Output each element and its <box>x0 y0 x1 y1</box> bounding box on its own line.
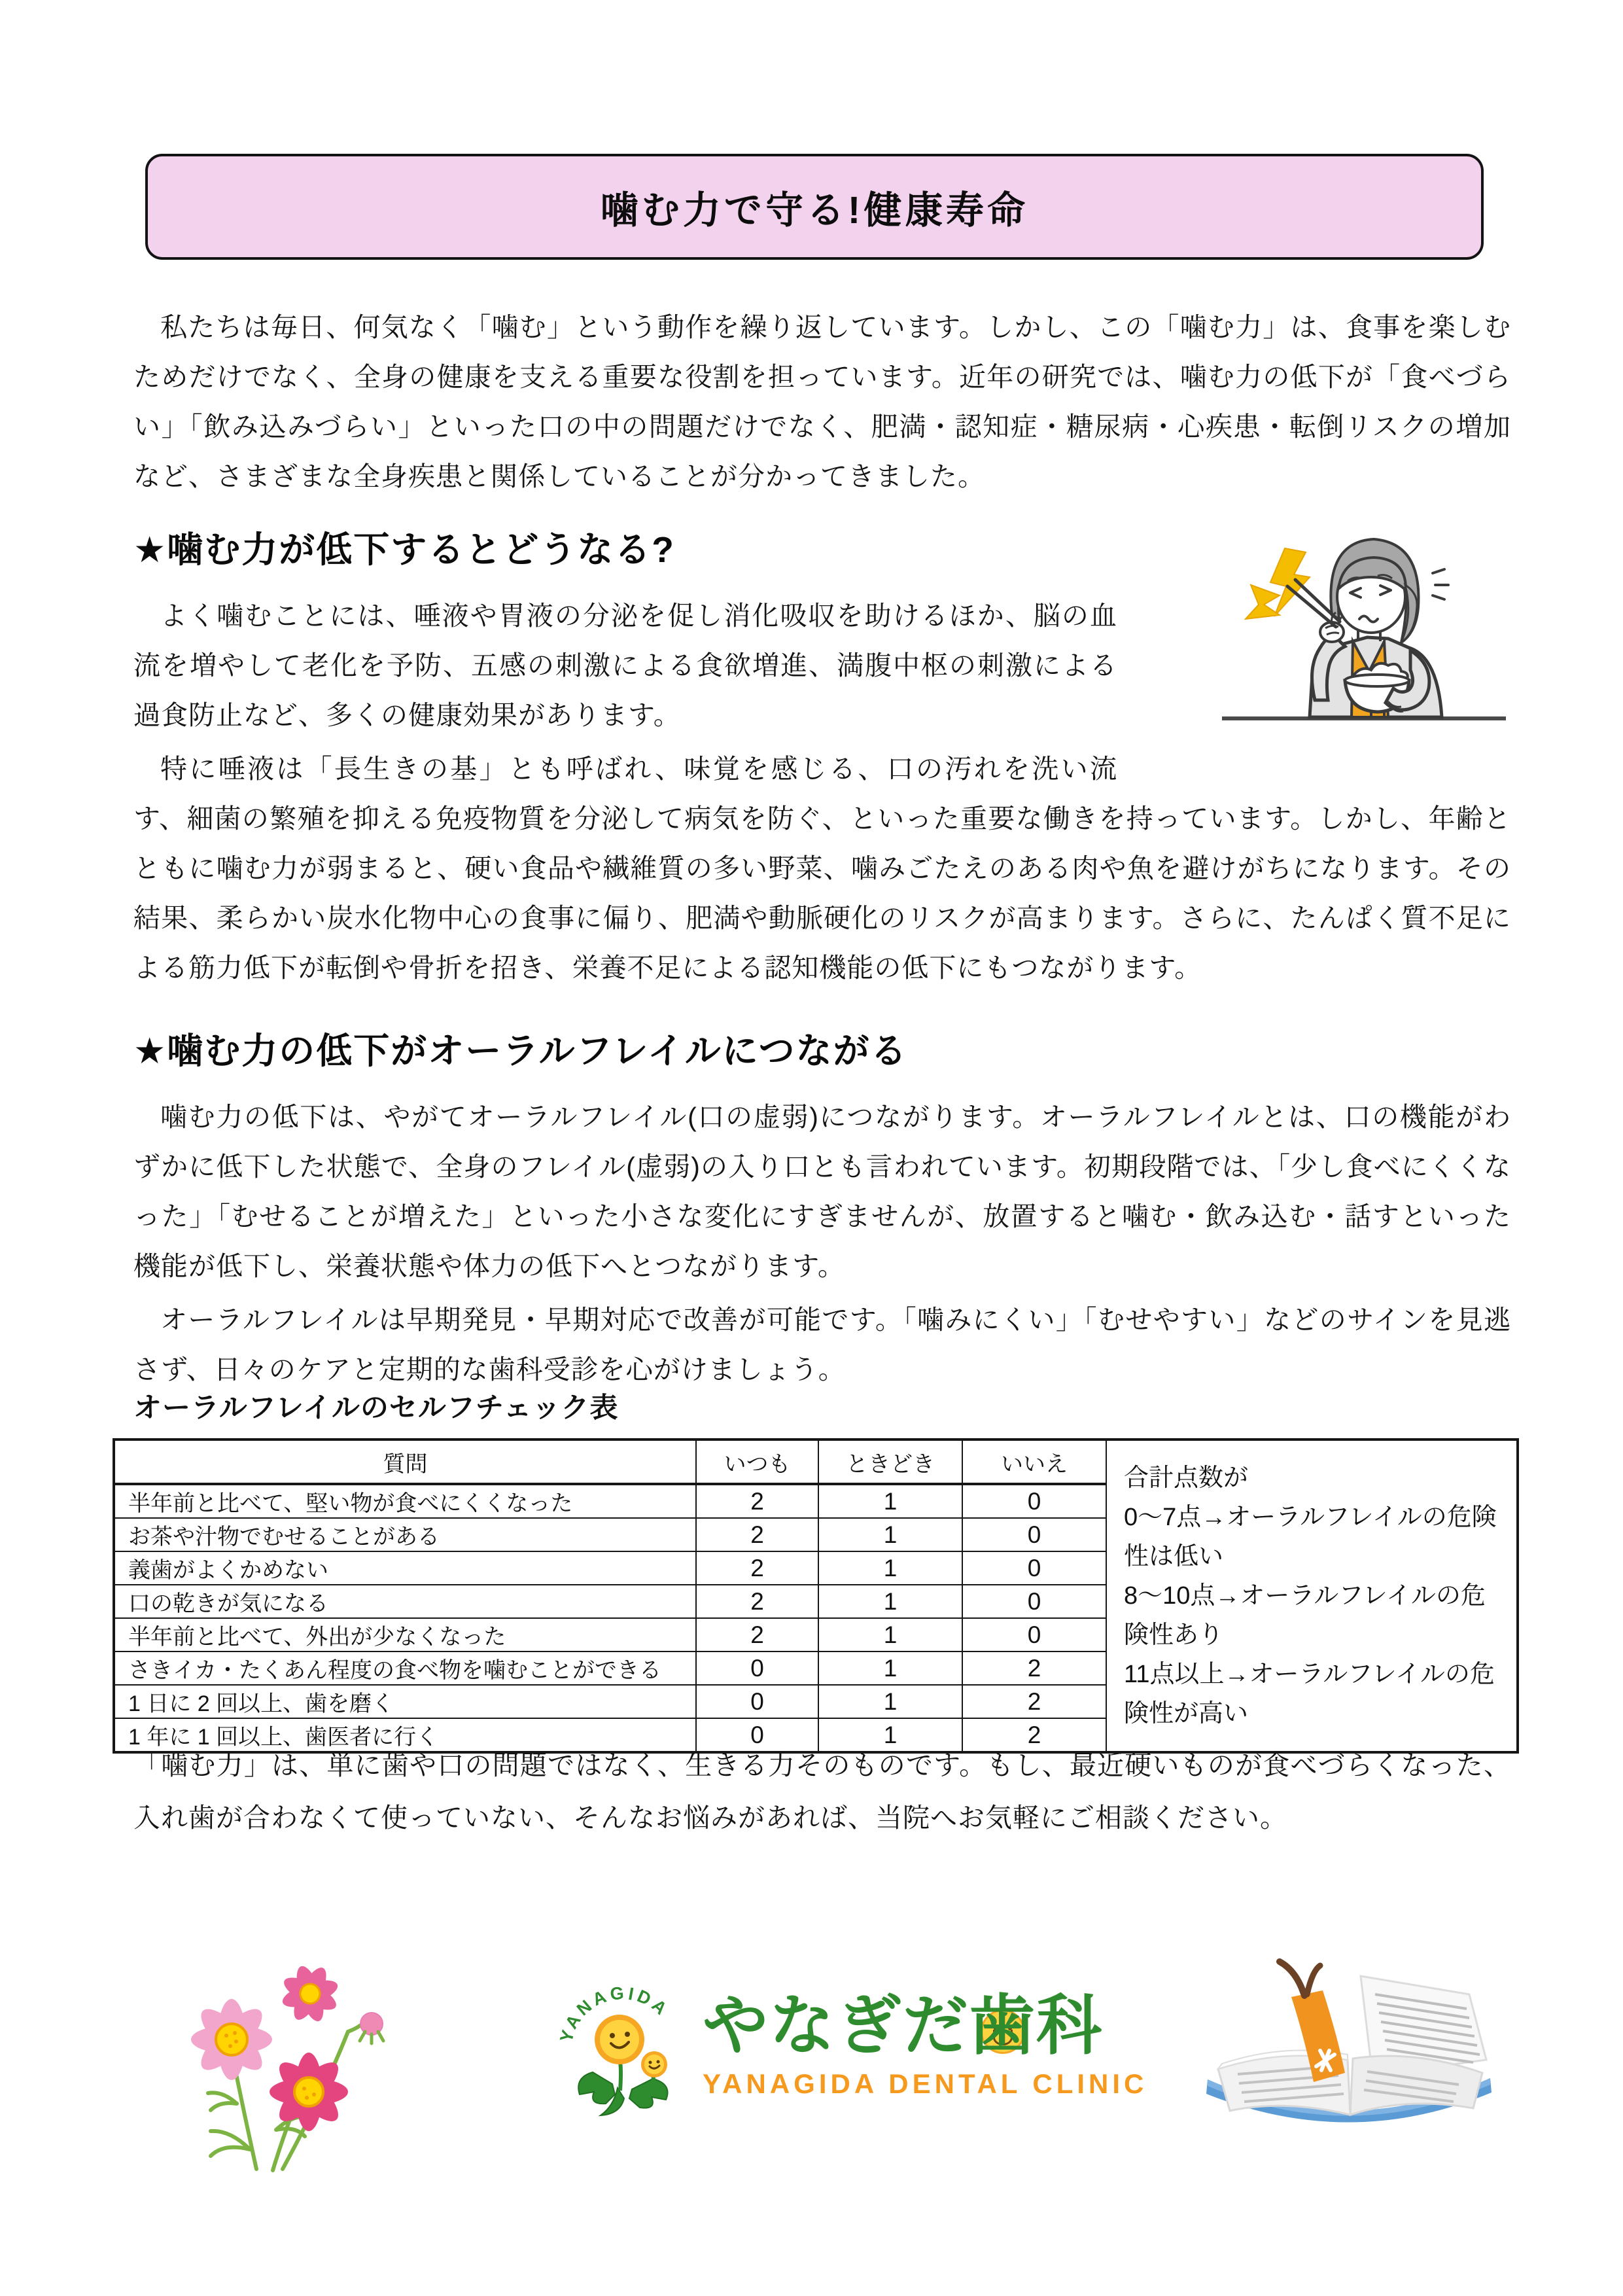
question-cell: 1 日に 2 回以上、歯を磨く <box>114 1685 696 1718</box>
intro-block <box>133 302 1511 501</box>
section1-paragraph-2: 特に唾液は「長生きの基」とも呼ばれ、味覚を感じる、口の汚れを洗い流す、細菌の繁殖を抑える免疫物質を分泌して病気を防ぐ、といった重要な働きを持っています。しかし、年齢とともに噛む力が弱まると、硬い食品や繊維質の多い野菜、噛みごたえのある肉や魚を避けがちになります。その結果、柔らかい炭水化物中心の食事に偏り、肥満や動脈硬化のリスクが高まります。さらに、たんぱく質不足による筋力低下が転倒や骨折を招き、栄養不足による認知機能の低下にもつながります。 <box>133 754 1511 983</box>
section1-paragraph-1: よく噛むことには、唾液や胃液の分泌を促し消化吸収を助けるほか、脳の血流を増やして老化を予防、五感の刺激による食欲増進、満腹中枢の刺激による過食防止など、多くの健康効果があります。 <box>133 601 1117 730</box>
score-no: 0 <box>962 1551 1106 1585</box>
checklist-caption: オーラルフレイルのセルフチェック表 <box>133 1392 619 1424</box>
score-always: 2 <box>696 1618 818 1651</box>
col-header-always: いつも <box>696 1439 818 1484</box>
col-header-no: いいえ <box>962 1439 1106 1484</box>
score-sometimes: 1 <box>818 1484 962 1518</box>
col-header-sometimes: ときどき <box>818 1439 962 1484</box>
open-book-illustration <box>1192 1951 1506 2170</box>
question-cell: 半年前と比べて、堅い物が食べにくくなった <box>114 1484 696 1518</box>
section-oral-frail <box>133 1022 1511 1394</box>
section-chewing-power-decline <box>133 521 1511 993</box>
scoring-notes-cell <box>1106 1439 1518 1752</box>
score-no: 0 <box>962 1484 1106 1518</box>
scoring-line: 8〜10点→オーラルフレイルの危険性あり <box>1124 1582 1486 1649</box>
cosmos-flowers-illustration <box>152 1953 420 2182</box>
score-no: 2 <box>962 1685 1106 1718</box>
eating-woman-icon <box>1217 517 1511 733</box>
section-heading-1: ★噛む力が低下するとどうなる? <box>133 529 675 570</box>
scoring-line: 0〜7点→オーラルフレイルの危険性は低い <box>1124 1504 1497 1570</box>
score-always: 2 <box>696 1585 818 1618</box>
cosmos-flowers-icon <box>152 1953 420 2179</box>
intro-paragraph: 私たちは毎日、何気なく「噛む」という動作を繰り返しています。しかし、この「噛む力」は、食事を楽しむためだけでなく、全身の健康を支える重要な役割を担っています。近年の研究では、噛む力の低下が「食べづらい」「飲み込みづらい」といった口の中の問題だけでなく、肥満・認知症・糖尿病・心疾患・転倒リスクの増加など、さまざまな全身疾患と関係していることが分かってきました。 <box>133 312 1511 491</box>
score-sometimes: 1 <box>818 1551 962 1585</box>
score-no: 0 <box>962 1518 1106 1551</box>
title-banner <box>145 154 1484 260</box>
score-always: 2 <box>696 1551 818 1585</box>
table-header-row <box>114 1439 1518 1484</box>
question-cell: さきイカ・たくあん程度の食べ物を噛むことができる <box>114 1651 696 1685</box>
score-no: 2 <box>962 1718 1106 1752</box>
question-cell: 半年前と比べて、外出が少なくなった <box>114 1618 696 1651</box>
question-cell: 口の乾きが気になる <box>114 1585 696 1618</box>
page-title: 噛む力で守る!健康寿命 <box>600 189 1029 232</box>
question-cell: 義歯がよくかめない <box>114 1551 696 1585</box>
col-header-question: 質問 <box>114 1439 696 1484</box>
score-no: 0 <box>962 1618 1106 1651</box>
pain-flash-icon <box>1270 548 1310 616</box>
closing-block <box>133 1739 1511 1844</box>
scoring-line: 合計点数が <box>1124 1464 1249 1492</box>
question-cell: 1 年に 1 回以上、歯医者に行く <box>114 1718 696 1752</box>
clinic-name-english: YANAGIDA DENTAL CLINIC <box>703 2068 1148 2099</box>
score-sometimes: 1 <box>818 1585 962 1618</box>
section-heading-2: ★噛む力の低下がオーラルフレイルにつながる <box>133 1031 908 1071</box>
clinic-name-japanese: やなぎだ 歯科 <box>703 1989 1103 2062</box>
clinic-logo <box>555 1966 1147 2123</box>
score-always: 2 <box>696 1484 818 1518</box>
closing-paragraph: 「噛む力」は、単に歯や口の問題ではなく、生きる力そのものです。もし、最近硬いものが食べづらくなった、入れ歯が合わなくて使っていない、そんなお悩みがあれば、当院へお気軽にご相談ください。 <box>133 1750 1511 1833</box>
score-sometimes: 1 <box>818 1685 962 1718</box>
logo-flower-icon <box>555 1966 693 2123</box>
score-always: 0 <box>696 1685 818 1718</box>
score-sometimes: 1 <box>818 1651 962 1685</box>
score-no: 0 <box>962 1585 1106 1618</box>
score-no: 2 <box>962 1651 1106 1685</box>
eating-woman-illustration <box>1145 517 1511 733</box>
open-book-icon <box>1192 1951 1506 2167</box>
score-sometimes: 1 <box>818 1718 962 1752</box>
section2-paragraph-2: オーラルフレイルは早期発見・早期対応で改善が可能です。「噛みにくい」「むせやすい」などのサインを見逃さず、日々のケアと定期的な歯科受診を心がけましょう。 <box>133 1305 1511 1385</box>
score-always: 2 <box>696 1518 818 1551</box>
question-cell: お茶や汁物でむせることがある <box>114 1518 696 1551</box>
score-sometimes: 1 <box>818 1518 962 1551</box>
section2-paragraph-1: 噛む力の低下は、やがてオーラルフレイル(口の虚弱)につながります。オーラルフレイルとは、口の機能がわずかに低下した状態で、全身のフレイル(虚弱)の入り口とも言われています。初期段階では、「少し食べにくくなった」「むせることが増えた」といった小さな変化にすぎませんが、放置すると噛む・飲み込む・話すといった機能が低下し、栄養状態や体力の低下へとつながります。 <box>133 1102 1511 1281</box>
score-always: 0 <box>696 1651 818 1685</box>
score-sometimes: 1 <box>818 1618 962 1651</box>
self-check-table <box>113 1438 1519 1754</box>
logo-arc-text: YANAGIDA <box>556 1983 673 2045</box>
tooth-character: 歯 <box>969 1989 1036 2062</box>
scoring-line: 11点以上→オーラルフレイルの危険性が高い <box>1124 1661 1495 1727</box>
score-always: 0 <box>696 1718 818 1752</box>
